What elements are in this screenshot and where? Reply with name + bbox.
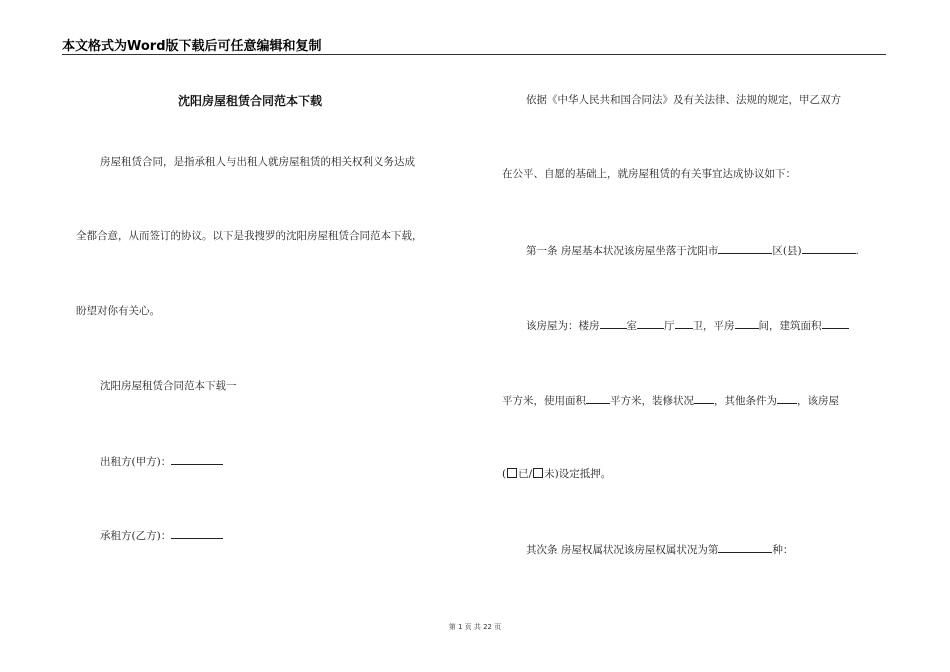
article1-line1 [526, 243, 859, 258]
lessor-blank [171, 454, 223, 465]
room-unit: 室 [626, 320, 637, 332]
district-label: 区(县) [772, 245, 802, 257]
not-mortgaged-label: 未)设定抵押。 [544, 468, 612, 480]
district-blank [802, 243, 856, 254]
bath-unit: 卫，平房 [692, 320, 735, 332]
hall-unit: 厅 [664, 320, 675, 332]
sample-title: 沈阳房屋租赁合同范本下载一 [100, 380, 237, 392]
header-text: 本文格式为Word版下载后可任意编辑和复制 [62, 39, 322, 54]
article1-line4 [502, 467, 611, 481]
intro-line-2: 全都合意，从而签订的协议。以下是我搜罗的沈阳房屋租赁合同范本下载， [76, 230, 423, 242]
article1-end: . [855, 245, 859, 257]
intro-line-1: 房屋租赁合同，是指承租人与出租人就房屋租赁的相关权利义务达成 [100, 156, 415, 168]
right-para1-line2: 在公平、自愿的基础上，就房屋租赁的有关事宜达成协议如下： [502, 168, 796, 180]
article1-prefix: 第一条 房屋基本状况该房屋坐落于沈阳市 [526, 245, 719, 257]
baths-blank [675, 318, 693, 329]
bungalow-blank [735, 318, 759, 329]
right-para1-line1: 依据《中华人民共和国合同法》及有关法律、法规的规定，甲乙双方 [526, 94, 841, 106]
house-type-label: 该房屋为：楼房 [526, 320, 600, 332]
lessee-blank [171, 528, 223, 539]
lessee-line [100, 528, 223, 543]
article2-prefix: 其次条 房屋权属状况该房屋权属状况为第 [526, 544, 719, 556]
article1-line3 [502, 393, 839, 408]
article1-line3-end: ，该房屋 [797, 395, 839, 407]
article1-line2 [526, 318, 849, 333]
usable-area-label: 平方米，使用面积 [502, 395, 586, 407]
lessor-line [100, 454, 223, 469]
rooms-blank [600, 318, 627, 329]
other-conditions-label: ，其他条件为 [714, 395, 777, 407]
ownership-type-blank [718, 542, 772, 553]
article2-line1 [526, 542, 793, 557]
decoration-blank [694, 393, 714, 404]
mortgaged-label: 已/ [518, 468, 533, 480]
usable-area-blank [586, 393, 610, 404]
lessee-label: 承租方(乙方)： [100, 530, 172, 542]
page-footer: 第 1 页 共 22 页 [448, 623, 502, 631]
city-blank [718, 243, 772, 254]
other-conditions-blank [777, 393, 797, 404]
lessor-label: 出租方(甲方)： [100, 456, 172, 468]
halls-blank [637, 318, 664, 329]
not-mortgaged-checkbox[interactable] [533, 468, 543, 478]
mortgage-open: ( [502, 468, 507, 480]
page-header [62, 32, 886, 55]
intro-line-3: 盼望对你有关心。 [76, 305, 160, 317]
decoration-label: 平方米，装修状况 [610, 395, 694, 407]
document-title: 沈阳房屋租赁合同范本下载 [178, 94, 323, 108]
mortgaged-checkbox[interactable] [507, 468, 517, 478]
area-label: 间，建筑面积 [758, 320, 822, 332]
building-area-blank [822, 318, 849, 329]
article2-end: 种： [772, 544, 794, 556]
